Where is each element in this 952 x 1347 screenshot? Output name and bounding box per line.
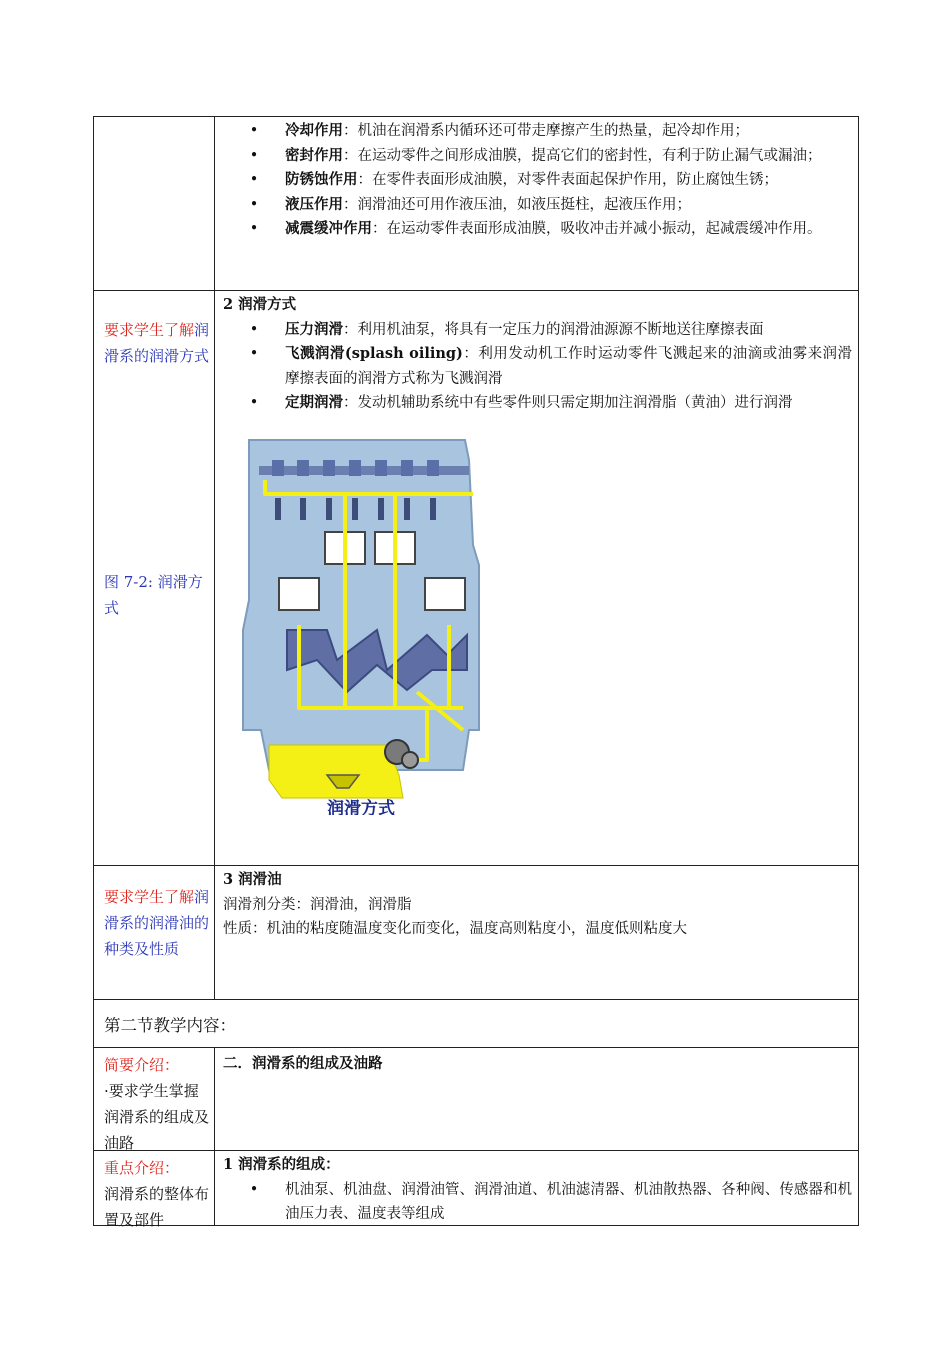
list-item: • 冷却作用：机油在润滑系内循环还可带走摩擦产生的热量，起冷却作用； (249, 122, 749, 139)
objective-red: 要求学生了解 (104, 321, 195, 339)
item-text: ：在运动零件之间形成油膜，提高它们的密封性，有利于防止漏气或漏油； (343, 147, 822, 164)
left-cell-oil (94, 866, 215, 999)
objective-text (104, 317, 210, 369)
item-text: ：在运动零件表面形成油膜，吸收冲击并减小振动，起减震缓冲作用。 (372, 221, 822, 237)
item-term: 防锈蚀作用 (285, 171, 358, 188)
item-text: 机油泵、机油盘、润滑油管、润滑油道、机油滤清器、机油散热器、各种阀、传感器和机油压力表、温度表等组成 (285, 1181, 852, 1222)
label-red: 简要介绍： (104, 1056, 180, 1074)
list-item: • 压力润滑：利用机油泵，将具有一定压力的润滑油源源不断地送往摩擦表面 (249, 320, 764, 338)
list-item: • 密封作用：在运动零件之间形成油膜，提高它们的密封性，有利于防止漏气或漏油； (249, 146, 822, 164)
section-heading: 二．润滑系的组成及油路 (223, 1055, 383, 1072)
list-item: • 机油泵、机油盘、润滑油管、润滑油道、机油滤清器、机油散热器、各种阀、传感器和机油压力表、温度表等组成 (223, 1178, 852, 1227)
objective-blue: 润滑系的润滑方式 (104, 321, 210, 365)
left-cell-methods (94, 291, 215, 865)
item-text: ：在零件表面形成油膜，对零件表面起保护作用，防止腐蚀生锈； (357, 172, 778, 188)
detail-cell (215, 1151, 858, 1225)
lesson-table (93, 116, 859, 1229)
item-text: ：润滑油还可用作液压油，如液压挺柱，起液压作用； (343, 196, 691, 213)
left-cell-detail (94, 1151, 215, 1229)
item-term: 飞溅润滑(splash oiling) (285, 345, 463, 362)
item-term: 液压作用 (285, 195, 343, 213)
left-cell-empty (94, 117, 215, 290)
item-term: 冷却作用 (285, 122, 343, 139)
row-lubricating-oil (93, 866, 859, 1000)
figure-caption: 润滑方式 (327, 798, 395, 815)
list-item: • 飞溅润滑(splash oiling)：利用发动机工作时运动零件飞溅起来的油滴或油雾来润滑摩擦表面的润滑方式称为飞溅润滑 (249, 345, 852, 387)
item-text: ：利用发动机工作时运动零件飞溅起来的油滴或油雾来润滑摩擦表面的润滑方式称为飞溅润滑 (285, 346, 852, 387)
section-heading: 3 润滑油 (223, 871, 282, 888)
oil-sump (269, 745, 403, 798)
oil-classification: 润滑剂分类：润滑油，润滑脂 (223, 896, 412, 913)
oil-properties: 性质：机油的粘度随温度变化而变化，温度高则粘度小，温度低则粘度大 (223, 921, 687, 937)
row-composition-intro (93, 1048, 859, 1151)
left-cell-intro (94, 1048, 215, 1150)
row-lubrication-methods (93, 291, 859, 866)
functions-cell (215, 117, 858, 290)
item-term: 定期润滑 (285, 394, 343, 411)
item-term: 压力润滑 (285, 320, 343, 338)
intro-cell (215, 1048, 858, 1150)
pump-gear-icon (402, 752, 418, 768)
section-title: 第二节教学内容： (104, 1016, 236, 1035)
objective-text (104, 884, 210, 962)
item-text: ：利用机油泵，将具有一定压力的润滑油源源不断地送往摩擦表面 (343, 321, 764, 338)
objective-red: 要求学生了解 (104, 888, 195, 906)
list-item: • 定期润滑：发动机辅助系统中有些零件则只需定期加注润滑脂（黄油）进行润滑 (249, 394, 793, 411)
section-heading: 2 润滑方式 (223, 296, 297, 313)
oil-cell (215, 866, 858, 999)
objective-blue: 润滑系的润滑油的种类及性质 (104, 888, 210, 958)
label-text: ·要求学生掌握润滑系的组成及油路 (104, 1082, 210, 1152)
label-red: 重点介绍： (104, 1159, 180, 1177)
label-text: 润滑系的整体布置及部件 (104, 1185, 210, 1229)
methods-cell (215, 291, 858, 865)
item-text: ：机油在润滑系内循环还可带走摩擦产生的热量，起冷却作用； (343, 123, 749, 139)
item-text: ：发动机辅助系统中有些零件则只需定期加注润滑脂（黄油）进行润滑 (343, 395, 793, 411)
item-term: 密封作用 (285, 146, 343, 164)
row-oil-functions (93, 116, 859, 291)
lubrication-diagram (237, 430, 487, 815)
row-section-header (93, 1000, 859, 1048)
list-item: • 液压作用：润滑油还可用作液压油，如液压挺柱，起液压作用； (249, 195, 691, 213)
list-item: • 减震缓冲作用：在运动零件表面形成油膜，吸收冲击并减小振动，起减震缓冲作用。 (249, 220, 822, 237)
section-heading: 1 润滑系的组成： (223, 1156, 340, 1173)
figure-label: 图 7-2: 润滑方式 (104, 573, 203, 617)
item-term: 减震缓冲作用 (285, 220, 372, 237)
row-composition-detail (93, 1151, 859, 1229)
list-item: • 防锈蚀作用：在零件表面形成油膜，对零件表面起保护作用，防止腐蚀生锈； (249, 171, 778, 188)
